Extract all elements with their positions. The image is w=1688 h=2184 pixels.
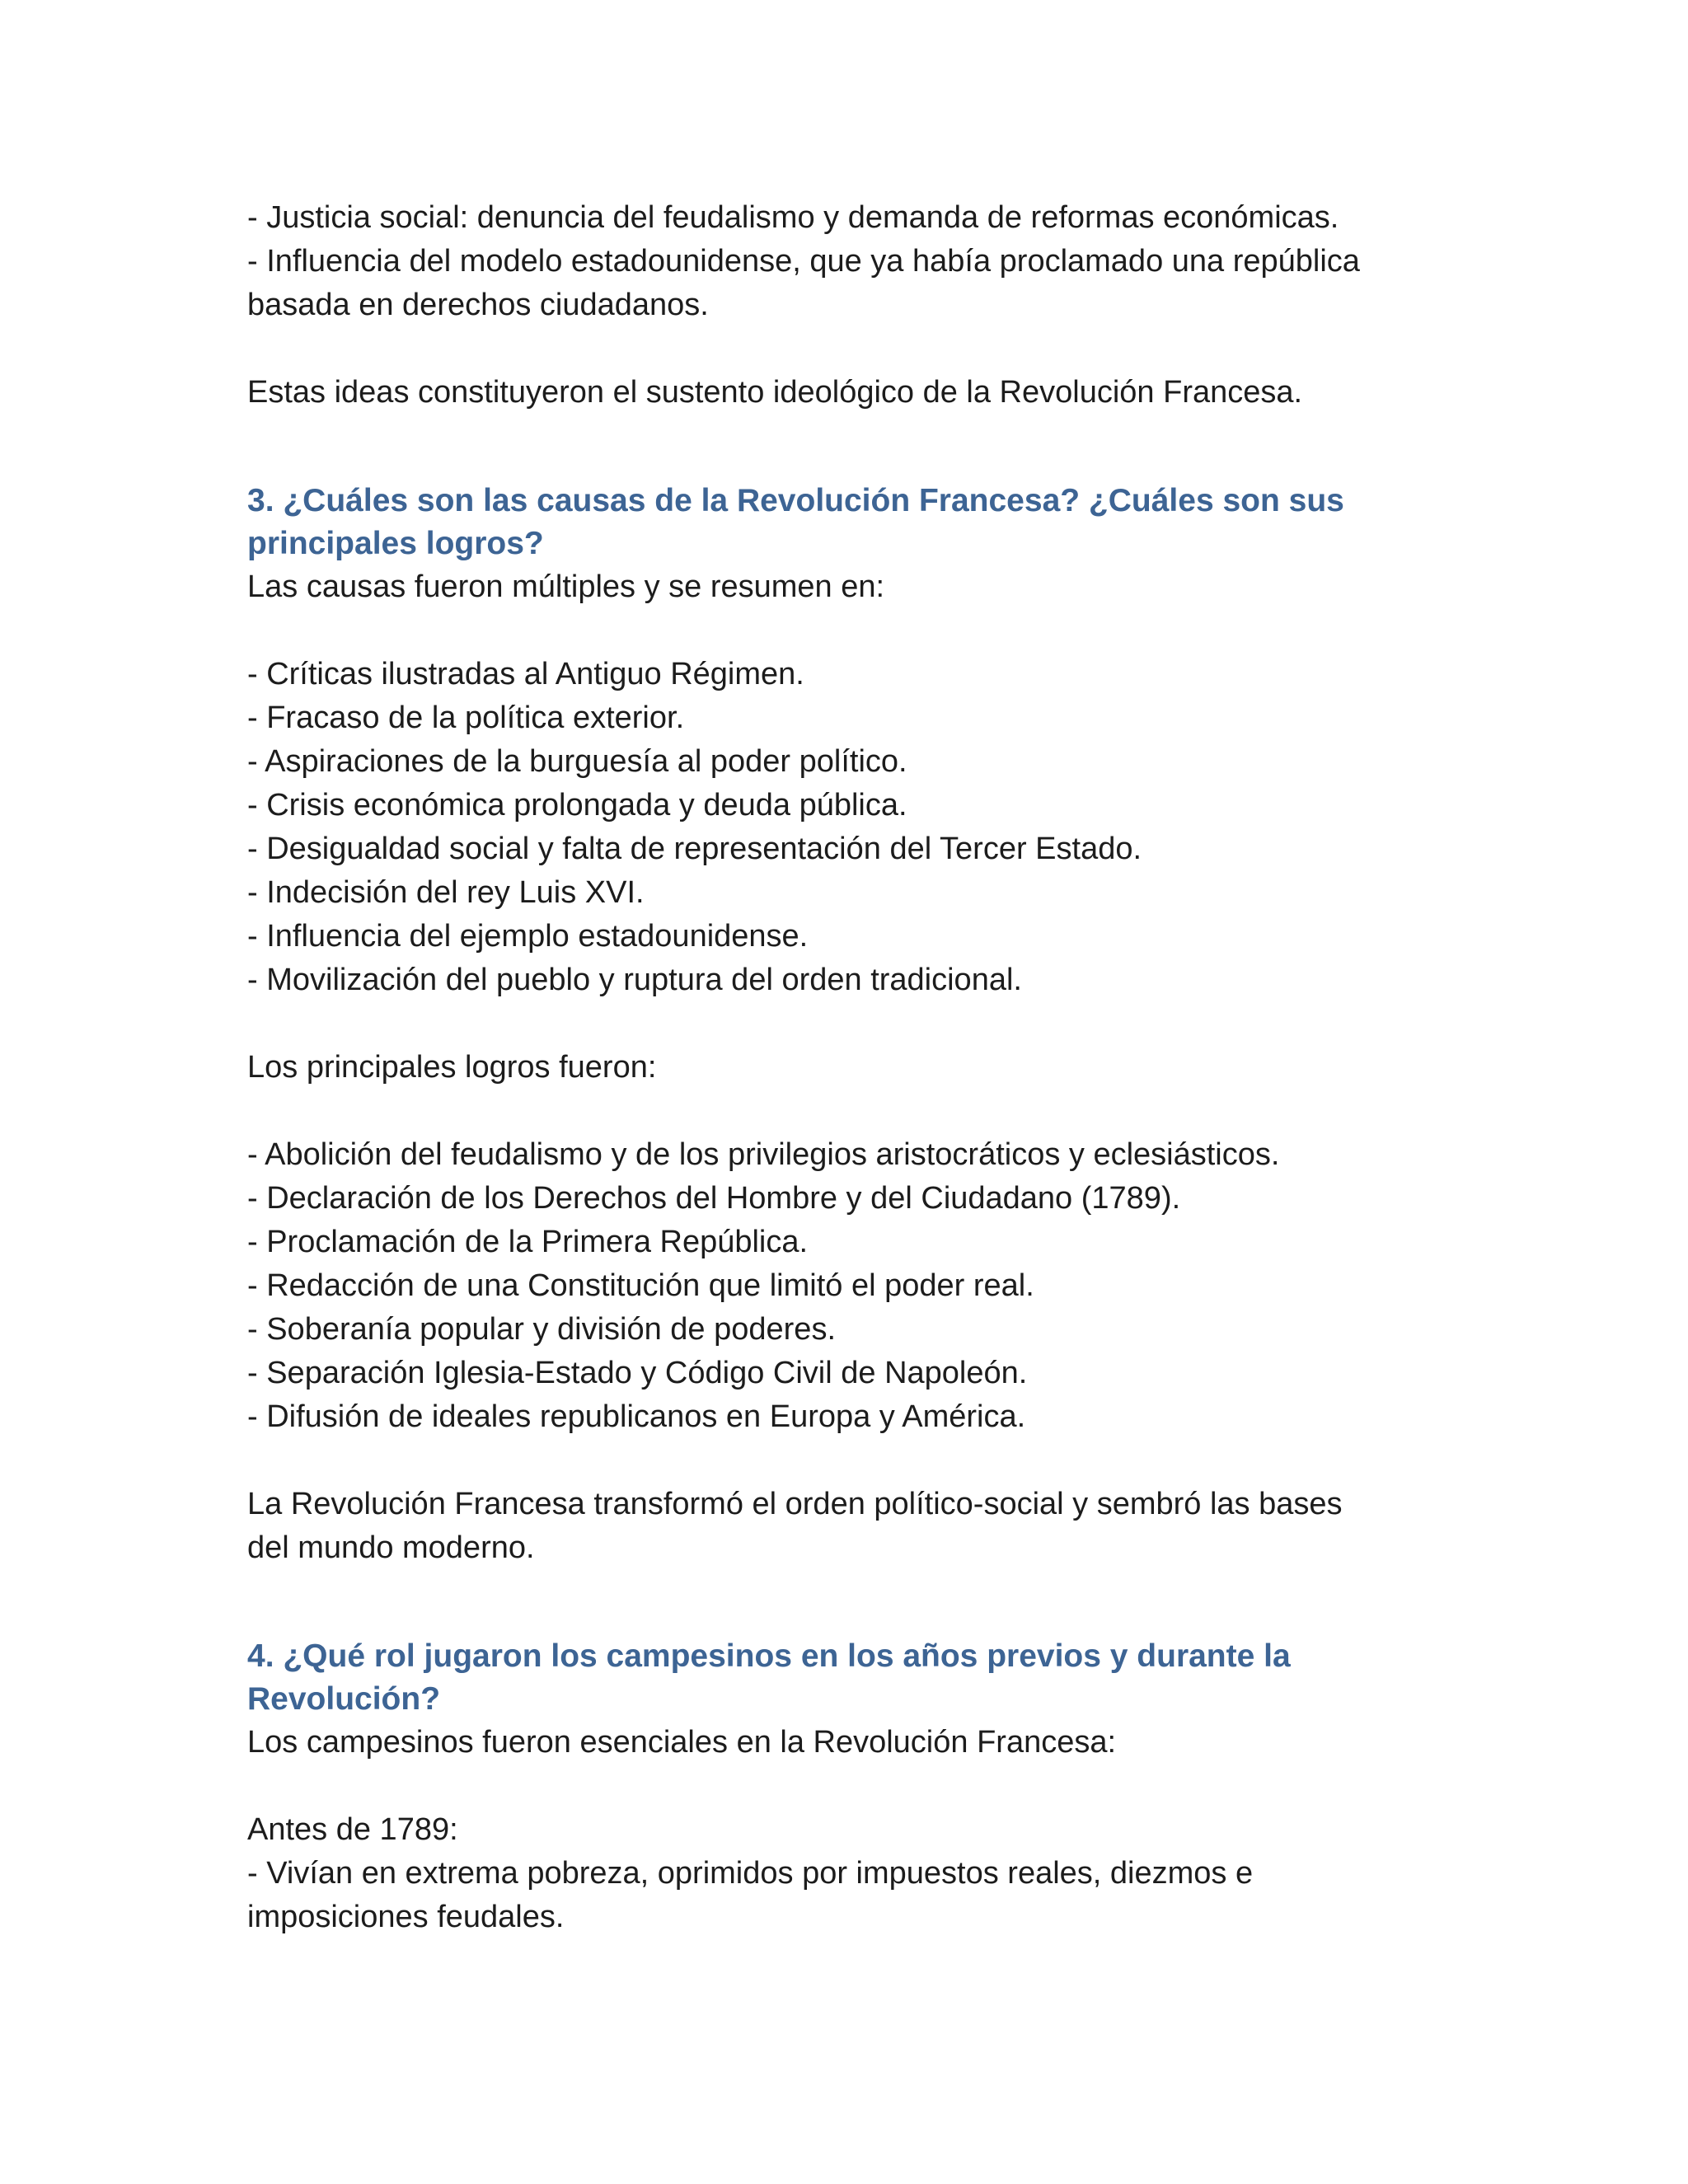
list-item: - Difusión de ideales republicanos en Europa y América.	[247, 1399, 1026, 1434]
list-item: - Fracaso de la política exterior.	[247, 701, 685, 735]
list-item	[247, 1852, 1451, 1939]
causes-list	[247, 653, 1451, 1002]
list-item: - Crisis económica prolongada y deuda pública.	[247, 788, 907, 823]
list-item: - Indecisión del rey Luis XVI.	[247, 875, 645, 910]
conclusion-line: La Revolución Francesa transformó el orden político-social y sembró las bases	[247, 1487, 1343, 1521]
spacer	[247, 609, 1451, 653]
spacer	[247, 1002, 1451, 1046]
section-4	[247, 1635, 1451, 1939]
intro-line: - Influencia del modelo estadounidense, que ya había proclamado una república	[247, 244, 1360, 279]
heading-line: 4. ¿Qué rol jugaron los campesinos en los años previos y durante la	[247, 1638, 1291, 1674]
achievements-intro: Los principales logros fueron:	[247, 1050, 657, 1085]
list-item: - Abolición del feudalismo y de los privilegios aristocráticos y eclesiásticos.	[247, 1137, 1280, 1172]
heading-line: principales logros?	[247, 526, 544, 561]
list-item: - Redacción de una Constitución que limitó el poder real.	[247, 1268, 1034, 1303]
spacer	[247, 1570, 1451, 1635]
list-item: - Desigualdad social y falta de representación del Tercer Estado.	[247, 832, 1142, 866]
before-label: Antes de 1789:	[247, 1812, 458, 1847]
causes-intro: Las causas fueron múltiples y se resumen en:	[247, 569, 885, 604]
section-3	[247, 480, 1451, 1570]
intro-block	[247, 196, 1451, 415]
list-item: - Movilización del pueblo y ruptura del orden tradicional.	[247, 963, 1022, 997]
section-4-intro: Los campesinos fueron esenciales en la Revolución Francesa:	[247, 1725, 1117, 1760]
spacer	[247, 415, 1451, 480]
spacer	[247, 1090, 1451, 1133]
list-item: - Separación Iglesia-Estado y Código Civil de Napoleón.	[247, 1356, 1028, 1390]
section-4-heading	[247, 1635, 1451, 1721]
list-item: - Críticas ilustradas al Antiguo Régimen.	[247, 657, 804, 691]
list-item: - Proclamación de la Primera República.	[247, 1225, 809, 1259]
list-item: - Aspiraciones de la burguesía al poder político.	[247, 744, 907, 779]
intro-line: basada en derechos ciudadanos.	[247, 288, 709, 322]
heading-line: 3. ¿Cuáles son las causas de la Revolución Francesa? ¿Cuáles son sus	[247, 483, 1344, 518]
intro-line: - Justicia social: denuncia del feudalismo y demanda de reformas económicas.	[247, 200, 1339, 235]
list-item-line: imposiciones feudales.	[247, 1900, 565, 1934]
list-item: - Influencia del ejemplo estadounidense.	[247, 919, 809, 954]
spacer	[247, 1765, 1451, 1808]
intro-closing: Estas ideas constituyeron el sustento ideológico de la Revolución Francesa.	[247, 375, 1303, 410]
list-item-line: - Vivían en extrema pobreza, oprimidos por impuestos reales, diezmos e	[247, 1856, 1254, 1891]
achievements-list	[247, 1133, 1451, 1439]
list-item: - Declaración de los Derechos del Hombre y del Ciudadano (1789).	[247, 1181, 1181, 1216]
document-page	[247, 196, 1451, 1939]
spacer	[247, 327, 1451, 371]
section-3-heading	[247, 480, 1451, 565]
conclusion-line: del mundo moderno.	[247, 1530, 535, 1565]
list-item: - Soberanía popular y división de poderes.	[247, 1312, 837, 1347]
spacer	[247, 1439, 1451, 1483]
heading-line: Revolución?	[247, 1681, 441, 1717]
